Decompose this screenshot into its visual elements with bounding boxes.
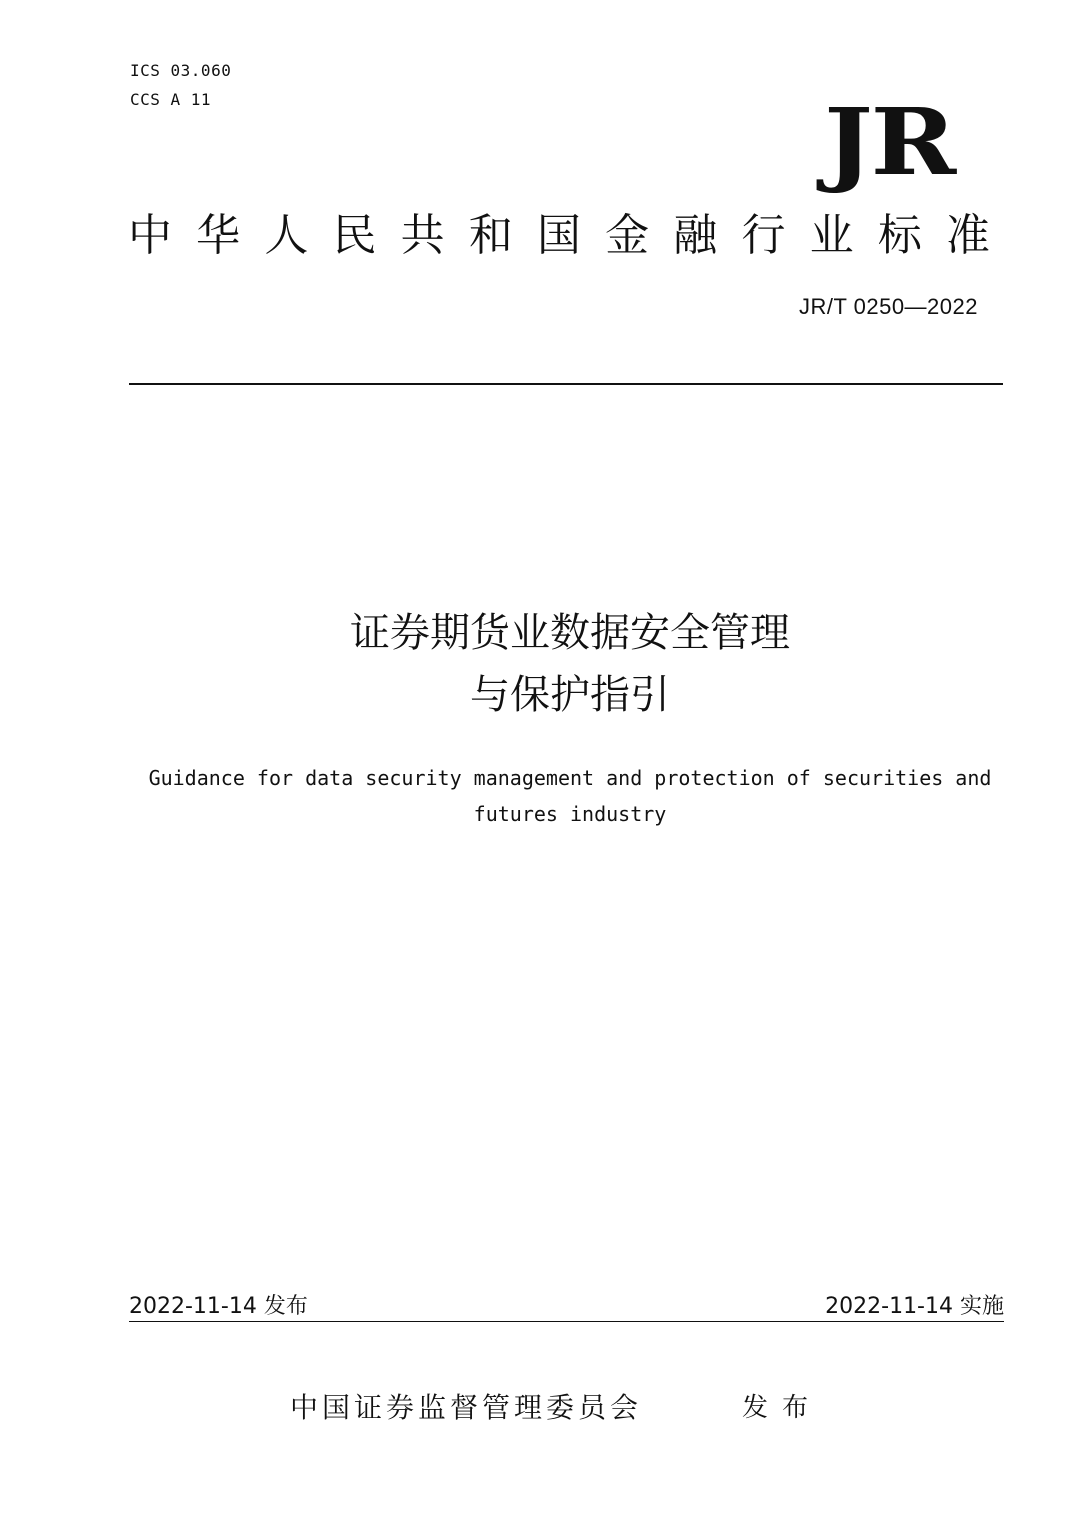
title-en-line1: Guidance for data security management and protection of securities and: [148, 766, 992, 790]
jr-logo: JR: [824, 88, 954, 196]
footer-divider: [129, 1321, 1004, 1322]
ccs-code: CCS A 11: [130, 90, 212, 109]
publisher-action: 发布: [742, 1393, 823, 1423]
publisher-name: 中国证券监督管理委员会: [290, 1391, 643, 1424]
standard-type: 中华人民共和国金融行业标准: [128, 210, 990, 261]
standard-number: JR/T 0250—2022: [798, 294, 978, 319]
title-en-line2: futures industry: [473, 802, 667, 826]
title-cn-line1: 证券期货业数据安全管理: [350, 610, 790, 656]
header-divider: [129, 383, 1003, 385]
ics-code: ICS 03.060: [130, 61, 232, 80]
document-title-cn: [140, 602, 1000, 726]
title-cn-line2: 与保护指引: [470, 672, 670, 718]
implementation-date: 2022-11-14 实施: [825, 1294, 1004, 1319]
document-title-en: [120, 760, 1020, 832]
classification-codes: [130, 56, 231, 114]
release-date: 2022-11-14 发布: [129, 1294, 308, 1319]
